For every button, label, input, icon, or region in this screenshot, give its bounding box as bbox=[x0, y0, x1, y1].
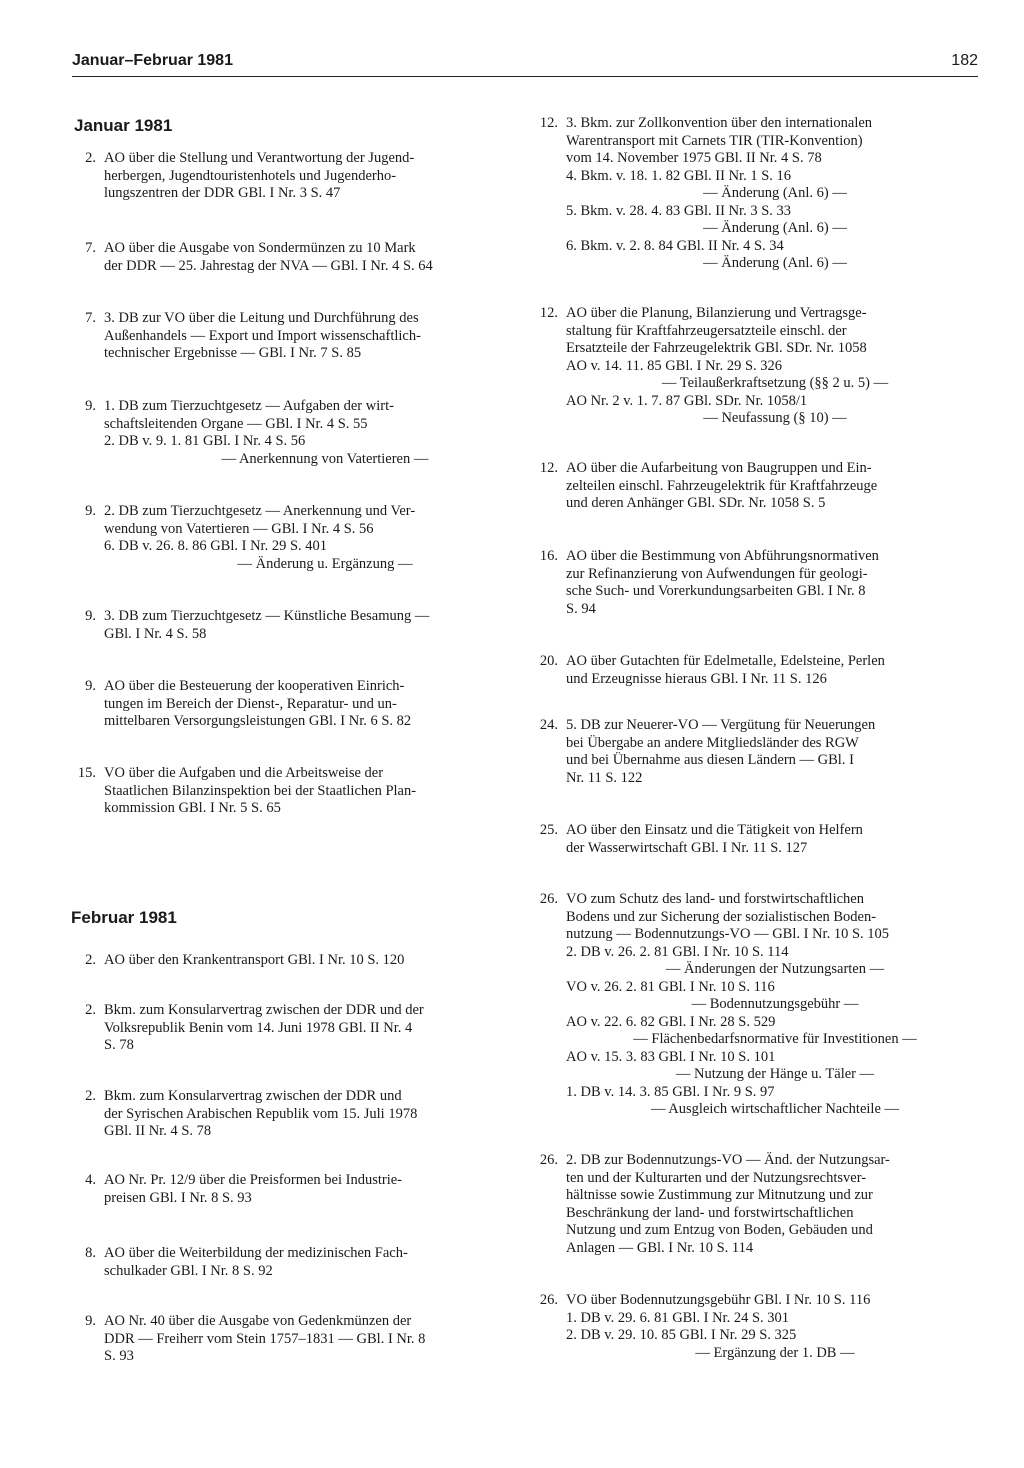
entry-text-line: 3. Bkm. zur Zollkonvention über den internationalen bbox=[566, 115, 873, 131]
entry-text-line: AO Nr. Pr. 12/9 über die Preisformen bei Industrie- bbox=[104, 1172, 403, 1188]
entry-text-line: der DDR — 25. Jahrestag der NVA — GBl. I Nr. 4 S. 64 bbox=[104, 257, 433, 274]
entry-text bbox=[104, 310, 546, 363]
entry-text-line: — Anerkennung von Vatertieren — bbox=[221, 450, 429, 467]
entry-day: 15. bbox=[77, 765, 96, 781]
entry-day: 9. bbox=[85, 1313, 96, 1329]
entry-text-line: 2. DB zum Tierzuchtgesetz — Anerkennung und Ver- bbox=[104, 503, 416, 519]
entry-text-line: — Änderung u. Ergänzung — bbox=[237, 555, 413, 572]
entry-text-line: VO zum Schutz des land- und forstwirtschaftlichen bbox=[566, 891, 864, 907]
entry-day: 2. bbox=[85, 952, 96, 968]
entry-text bbox=[104, 240, 546, 275]
entry-text-line: AO Nr. 40 über die Ausgabe von Gedenkmünzen der bbox=[104, 1313, 412, 1329]
entry-text-line: AO über Gutachten für Edelmetalle, Edelsteine, Perlen bbox=[566, 653, 885, 669]
running-header bbox=[72, 52, 978, 77]
entry-text-line: S. 94 bbox=[566, 600, 596, 617]
entry-day: 4. bbox=[85, 1172, 96, 1188]
entry-text bbox=[104, 503, 546, 573]
entry-text-line: der Wasserwirtschaft GBl. I Nr. 11 S. 127 bbox=[566, 839, 808, 856]
entry-text bbox=[566, 1292, 984, 1362]
entry-text-line: AO über die Besteuerung der kooperativen Einrich- bbox=[104, 678, 405, 694]
entry-text-line: Bkm. zum Konsularvertrag zwischen der DDR und der bbox=[104, 1002, 424, 1018]
entry-text-line: Volksrepublik Benin vom 14. Juni 1978 GBl. II Nr. 4 bbox=[104, 1019, 413, 1036]
entry-day: 24. bbox=[539, 717, 558, 733]
entry-text bbox=[104, 952, 546, 970]
entry-text-line: — Änderung (Anl. 6) — bbox=[703, 220, 847, 236]
entry-day: 7. bbox=[85, 240, 96, 256]
entry-text-line: und Erzeugnisse hieraus GBl. I Nr. 11 S. 126 bbox=[566, 670, 827, 687]
entry-text-line: GBl. I Nr. 4 S. 58 bbox=[104, 625, 207, 642]
entry-text bbox=[566, 460, 984, 513]
entry-text-line: 3. DB zur VO über die Leitung und Durchführung des bbox=[104, 310, 419, 326]
entry-text-line: — Änderung (Anl. 6) — bbox=[703, 255, 847, 271]
section-heading-februar: Februar 1981 bbox=[71, 908, 177, 927]
entry-text bbox=[566, 1152, 984, 1257]
entry-text-line: S. 78 bbox=[104, 1037, 134, 1053]
entry-text-line: sche Such- und Vorerkundungsarbeiten GBl. I Nr. 8 bbox=[566, 583, 866, 599]
entry-text-line: AO v. 14. 11. 85 GBl. I Nr. 29 S. 326 bbox=[566, 357, 783, 374]
entry-day: 26. bbox=[539, 1152, 558, 1168]
entry-text-line: Bodens und zur Sicherung der sozialistischen Boden- bbox=[566, 908, 877, 925]
entry-text bbox=[566, 548, 984, 618]
entry-text-line: vom 14. November 1975 GBl. II Nr. 4 S. 78 bbox=[566, 150, 822, 166]
section-heading-januar: Januar 1981 bbox=[74, 116, 173, 135]
entry-text-line: hältnisse sowie Zustimmung zur Mitnutzung und zur bbox=[566, 1187, 873, 1203]
entry-text-line: und deren Anhänger GBl. SDr. Nr. 1058 S. 5 bbox=[566, 495, 826, 511]
entry-text-line: zelteilen einschl. Fahrzeugelektrik für Kraftfahrzeuge bbox=[566, 477, 878, 494]
entry-text-line: AO über die Bestimmung von Abführungsnormativen bbox=[566, 548, 879, 564]
entry-text-line: der Syrischen Arabischen Republik vom 15. Juli 1978 bbox=[104, 1105, 418, 1122]
entry-text-line: 5. DB zur Neuerer-VO — Vergütung für Neuerungen bbox=[566, 717, 876, 733]
entry-text-line: 6. DB v. 26. 8. 86 GBl. I Nr. 29 S. 401 bbox=[104, 538, 328, 554]
entry-text-line: — Flächenbedarfsnormative für Investitionen — bbox=[633, 1031, 917, 1047]
entry-text bbox=[104, 765, 546, 818]
entry-text-line: 3. DB zum Tierzuchtgesetz — Künstliche Besamung — bbox=[104, 608, 430, 624]
entry-text-line: AO über die Planung, Bilanzierung und Vertragsge- bbox=[566, 305, 867, 321]
entry-day: 26. bbox=[539, 1292, 558, 1308]
entry-text-line: Ersatzteile der Fahrzeugelektrik GBl. SDr. Nr. 1058 bbox=[566, 340, 867, 356]
entry-day: 16. bbox=[539, 548, 558, 564]
entry-day: 12. bbox=[539, 305, 558, 321]
entry-text-line: GBl. II Nr. 4 S. 78 bbox=[104, 1123, 212, 1139]
entry-text-line: — Änderungen der Nutzungsarten — bbox=[665, 961, 885, 977]
entry-day: 9. bbox=[85, 503, 96, 519]
entry-text-line: — Änderung (Anl. 6) — bbox=[703, 185, 847, 201]
entry-text-line: 2. DB v. 9. 1. 81 GBl. I Nr. 4 S. 56 bbox=[104, 433, 306, 449]
entry-text bbox=[566, 717, 984, 787]
entry-day: 2. bbox=[85, 1088, 96, 1104]
entry-text-line: AO Nr. 2 v. 1. 7. 87 GBl. SDr. Nr. 1058/1 bbox=[566, 392, 808, 409]
entry-text-line: kommission GBl. I Nr. 5 S. 65 bbox=[104, 800, 281, 816]
entry-text bbox=[566, 822, 984, 857]
header-title: Januar–Februar 1981 bbox=[72, 52, 233, 69]
entry-text-line: — Neufassung (§ 10) — bbox=[703, 410, 847, 426]
entry-text-line: 2. DB zur Bodennutzungs-VO — Änd. der Nutzungsar- bbox=[566, 1152, 890, 1168]
entry-text-line: 1. DB v. 29. 6. 81 GBl. I Nr. 24 S. 301 bbox=[566, 1309, 790, 1326]
entry-text-line: zur Refinanzierung von Aufwendungen für geologi- bbox=[566, 565, 868, 582]
entry-text bbox=[104, 1088, 546, 1141]
entry-text-line: 2. DB v. 26. 2. 81 GBl. I Nr. 10 S. 114 bbox=[566, 943, 789, 960]
entry-text-line: AO über die Stellung und Verantwortung der Jugend- bbox=[104, 150, 415, 166]
entry-text-line: nutzung — Bodennutzungs-VO — GBl. I Nr. 10 S. 105 bbox=[566, 926, 890, 942]
entry-text-line: 2. DB v. 29. 10. 85 GBl. I Nr. 29 S. 325 bbox=[566, 1327, 797, 1343]
entry-day: 2. bbox=[85, 150, 96, 166]
entry-text-line: schulkader GBl. I Nr. 8 S. 92 bbox=[104, 1262, 273, 1279]
entry-text-line: staltung für Kraftfahrzeugersatzteile einschl. der bbox=[566, 322, 847, 339]
entry-text-line: Bkm. zum Konsularvertrag zwischen der DDR und bbox=[104, 1088, 402, 1104]
entry-text-line: wendung von Vatertieren — GBl. I Nr. 4 S. 56 bbox=[104, 520, 374, 537]
entry-text bbox=[104, 150, 546, 203]
entry-text bbox=[566, 891, 984, 1119]
entry-text-line: Außenhandels — Export und Import wissenschaftlich- bbox=[104, 327, 421, 344]
entry-text-line: Beschränkung der land- und forstwirtschaftlichen bbox=[566, 1204, 854, 1221]
entry-text-line: S. 93 bbox=[104, 1348, 134, 1364]
entry-text-line: — Bodennutzungsgebühr — bbox=[691, 996, 859, 1012]
entry-day: 26. bbox=[539, 891, 558, 907]
entry-text bbox=[104, 1245, 546, 1280]
entry-day: 25. bbox=[539, 822, 558, 838]
entry-text bbox=[104, 678, 546, 731]
entry-text-line: Warentransport mit Carnets TIR (TIR-Konvention) bbox=[566, 132, 863, 149]
entry-text-line: und bei Übernahme aus diesen Ländern — GBl. I bbox=[566, 752, 854, 768]
entry-day: 9. bbox=[85, 608, 96, 624]
entry-text-line: schaftsleitenden Organe — GBl. I Nr. 4 S. 55 bbox=[104, 415, 368, 432]
entry-text bbox=[104, 608, 546, 643]
entry-day: 9. bbox=[85, 398, 96, 414]
entry-text bbox=[104, 1172, 546, 1207]
entry-text-line: mittelbaren Versorgungsleistungen GBl. I Nr. 6 S. 82 bbox=[104, 713, 412, 729]
entry-text-line: VO über Bodennutzungsgebühr GBl. I Nr. 10 S. 116 bbox=[566, 1292, 871, 1308]
entry-text-line: AO v. 22. 6. 82 GBl. I Nr. 28 S. 529 bbox=[566, 1013, 776, 1030]
entry-text-line: 1. DB v. 14. 3. 85 GBl. I Nr. 9 S. 97 bbox=[566, 1083, 775, 1100]
entry-text-line: 4. Bkm. v. 18. 1. 82 GBl. II Nr. 1 S. 16 bbox=[566, 167, 792, 184]
entry-day: 9. bbox=[85, 678, 96, 694]
entry-text-line: bei Übergabe an andere Mitgliedsländer des RGW bbox=[566, 734, 859, 751]
entry-text bbox=[104, 398, 546, 468]
entry-text-line: AO über die Ausgabe von Sondermünzen zu 10 Mark bbox=[104, 240, 416, 256]
entry-text-line: Nr. 11 S. 122 bbox=[566, 769, 643, 786]
entry-text-line: Staatlichen Bilanzinspektion bei der Staatlichen Plan- bbox=[104, 782, 417, 799]
entry-text-line: 5. Bkm. v. 28. 4. 83 GBl. II Nr. 3 S. 33 bbox=[566, 202, 792, 219]
entry-text-line: VO über die Aufgaben und die Arbeitsweise der bbox=[104, 765, 384, 781]
entry-text bbox=[566, 115, 984, 273]
entry-text-line: herbergen, Jugendtouristenhotels und Jugenderho- bbox=[104, 167, 397, 184]
entry-text-line: AO über die Aufarbeitung von Baugruppen und Ein- bbox=[566, 460, 872, 476]
entry-text-line: Anlagen — GBl. I Nr. 10 S. 114 bbox=[566, 1239, 754, 1256]
entry-text-line: 1. DB zum Tierzuchtgesetz — Aufgaben der wirt- bbox=[104, 398, 394, 414]
entry-text-line: lungszentren der DDR GBl. I Nr. 3 S. 47 bbox=[104, 185, 341, 201]
entry-day: 7. bbox=[85, 310, 96, 326]
entry-text-line: 6. Bkm. v. 2. 8. 84 GBl. II Nr. 4 S. 34 bbox=[566, 237, 784, 254]
entry-text-line: AO über den Einsatz und die Tätigkeit von Helfern bbox=[566, 822, 863, 838]
entry-day: 2. bbox=[85, 1002, 96, 1018]
entry-text bbox=[104, 1002, 546, 1055]
entry-text bbox=[566, 653, 984, 688]
entry-text-line: ten und der Kulturarten und der Nutzungsrechtsver- bbox=[566, 1169, 867, 1186]
entry-text-line: AO über den Krankentransport GBl. I Nr. 10 S. 120 bbox=[104, 952, 405, 968]
entry-text-line: — Teilaußerkraftsetzung (§§ 2 u. 5) — bbox=[661, 375, 889, 391]
entry-text-line: technischer Ergebnisse — GBl. I Nr. 7 S. 85 bbox=[104, 345, 362, 361]
entry-text-line: tungen im Bereich der Dienst-, Reparatur- und un- bbox=[104, 695, 397, 712]
entry-text-line: Nutzung und zum Entzug von Boden, Gebäuden und bbox=[566, 1222, 873, 1238]
page-number: 182 bbox=[951, 52, 978, 69]
entry-text bbox=[104, 1313, 546, 1366]
entry-text-line: preisen GBl. I Nr. 8 S. 93 bbox=[104, 1189, 252, 1206]
entry-text bbox=[566, 305, 984, 428]
entry-text-line: AO über die Weiterbildung der medizinischen Fach- bbox=[104, 1245, 408, 1261]
entry-day: 20. bbox=[539, 653, 558, 669]
entry-text-line: — Ausgleich wirtschaftlicher Nachteile — bbox=[650, 1101, 900, 1117]
entry-text-line: — Nutzung der Hänge u. Täler — bbox=[675, 1066, 875, 1082]
entry-text-line: — Ergänzung der 1. DB — bbox=[695, 1344, 855, 1361]
entry-text-line: AO v. 15. 3. 83 GBl. I Nr. 10 S. 101 bbox=[566, 1048, 776, 1065]
entry-day: 8. bbox=[85, 1245, 96, 1261]
entry-text-line: DDR — Freiherr vom Stein 1757–1831 — GBl. I Nr. 8 bbox=[104, 1330, 426, 1347]
entry-text-line: VO v. 26. 2. 81 GBl. I Nr. 10 S. 116 bbox=[566, 978, 775, 995]
entry-day: 12. bbox=[539, 115, 558, 131]
entry-day: 12. bbox=[539, 460, 558, 476]
